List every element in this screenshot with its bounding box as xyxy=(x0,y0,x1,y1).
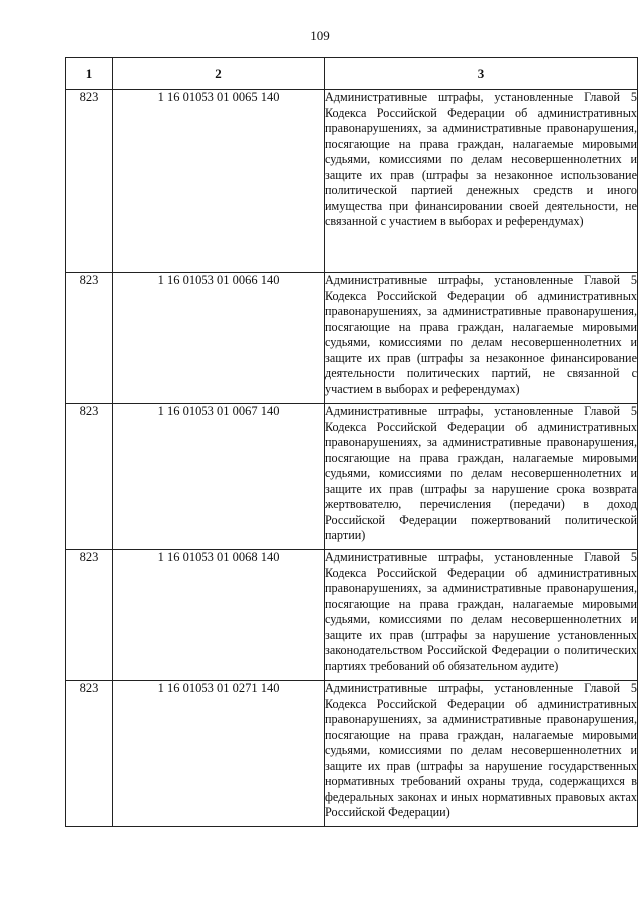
table-row xyxy=(66,90,638,273)
budget-code-cell: 1 16 01053 01 0065 140 xyxy=(113,90,325,273)
admin-code-cell: 823 xyxy=(66,404,113,550)
admin-code-cell: 823 xyxy=(66,90,113,273)
column-header-2: 2 xyxy=(113,58,325,90)
description-cell: Административные штрафы, установленные Главой 5 Кодекса Российской Федерации об административных правонарушениях, за административные правонарушения, посягающие на права граждан, налагаемые мировыми судьями, комиссиями по делам несовершеннолетних и защите их прав (штрафы за нарушение установленных законодательством Российской Федерации о политических партиях требований об обязательном аудите) xyxy=(325,550,638,681)
table-row xyxy=(66,404,638,550)
description-cell: Административные штрафы, установленные Главой 5 Кодекса Российской Федерации об административных правонарушениях, за административные правонарушения, посягающие на права граждан, налагаемые мировыми судьями, комиссиями по делам несовершеннолетних и защите их прав (штрафы за незаконное финансирование деятельности политических партий, не связанной с участием в выборах и референдумах) xyxy=(325,273,638,404)
column-header-1: 1 xyxy=(66,58,113,90)
header-row xyxy=(66,58,638,90)
budget-code-cell: 1 16 01053 01 0067 140 xyxy=(113,404,325,550)
table-row xyxy=(66,681,638,827)
description-cell: Административные штрафы, установленные Главой 5 Кодекса Российской Федерации об административных правонарушениях, за административные правонарушения, посягающие на права граждан, налагаемые мировыми судьями, комиссиями по делам несовершеннолетних и защите их прав (штрафы за нарушение срока возврата жертвователю, перечисления (передачи) в доход Российской Федерации пожертвований политической партии) xyxy=(325,404,638,550)
column-header-3: 3 xyxy=(325,58,638,90)
table-row xyxy=(66,550,638,681)
admin-code-cell: 823 xyxy=(66,681,113,827)
description-cell: Административные штрафы, установленные Главой 5 Кодекса Российской Федерации об административных правонарушениях, за административные правонарушения, посягающие на права граждан, налагаемые мировыми судьями, комиссиями по делам несовершеннолетних и защите их прав (штрафы за незаконное использование политической партией денежных средств и иного имущества при финансировании своей деятельности, не связанной с участием в выборах и референдумах) xyxy=(325,90,638,273)
table-row xyxy=(66,273,638,404)
admin-code-cell: 823 xyxy=(66,550,113,681)
admin-code-cell: 823 xyxy=(66,273,113,404)
budget-code-cell: 1 16 01053 01 0066 140 xyxy=(113,273,325,404)
page-number: 109 xyxy=(310,28,330,43)
budget-code-cell: 1 16 01053 01 0271 140 xyxy=(113,681,325,827)
codes-table xyxy=(65,57,638,827)
budget-code-cell: 1 16 01053 01 0068 140 xyxy=(113,550,325,681)
description-cell: Административные штрафы, установленные Главой 5 Кодекса Российской Федерации об административных правонарушениях, за административные правонарушения, посягающие на права граждан, налагаемые мировыми судьями, комиссиями по делам несовершеннолетних и защите их прав (штрафы за нарушение государственных нормативных требований охраны труда, содержащихся в федеральных законах и иных нормативных правовых актах Российской Федерации) xyxy=(325,681,638,827)
